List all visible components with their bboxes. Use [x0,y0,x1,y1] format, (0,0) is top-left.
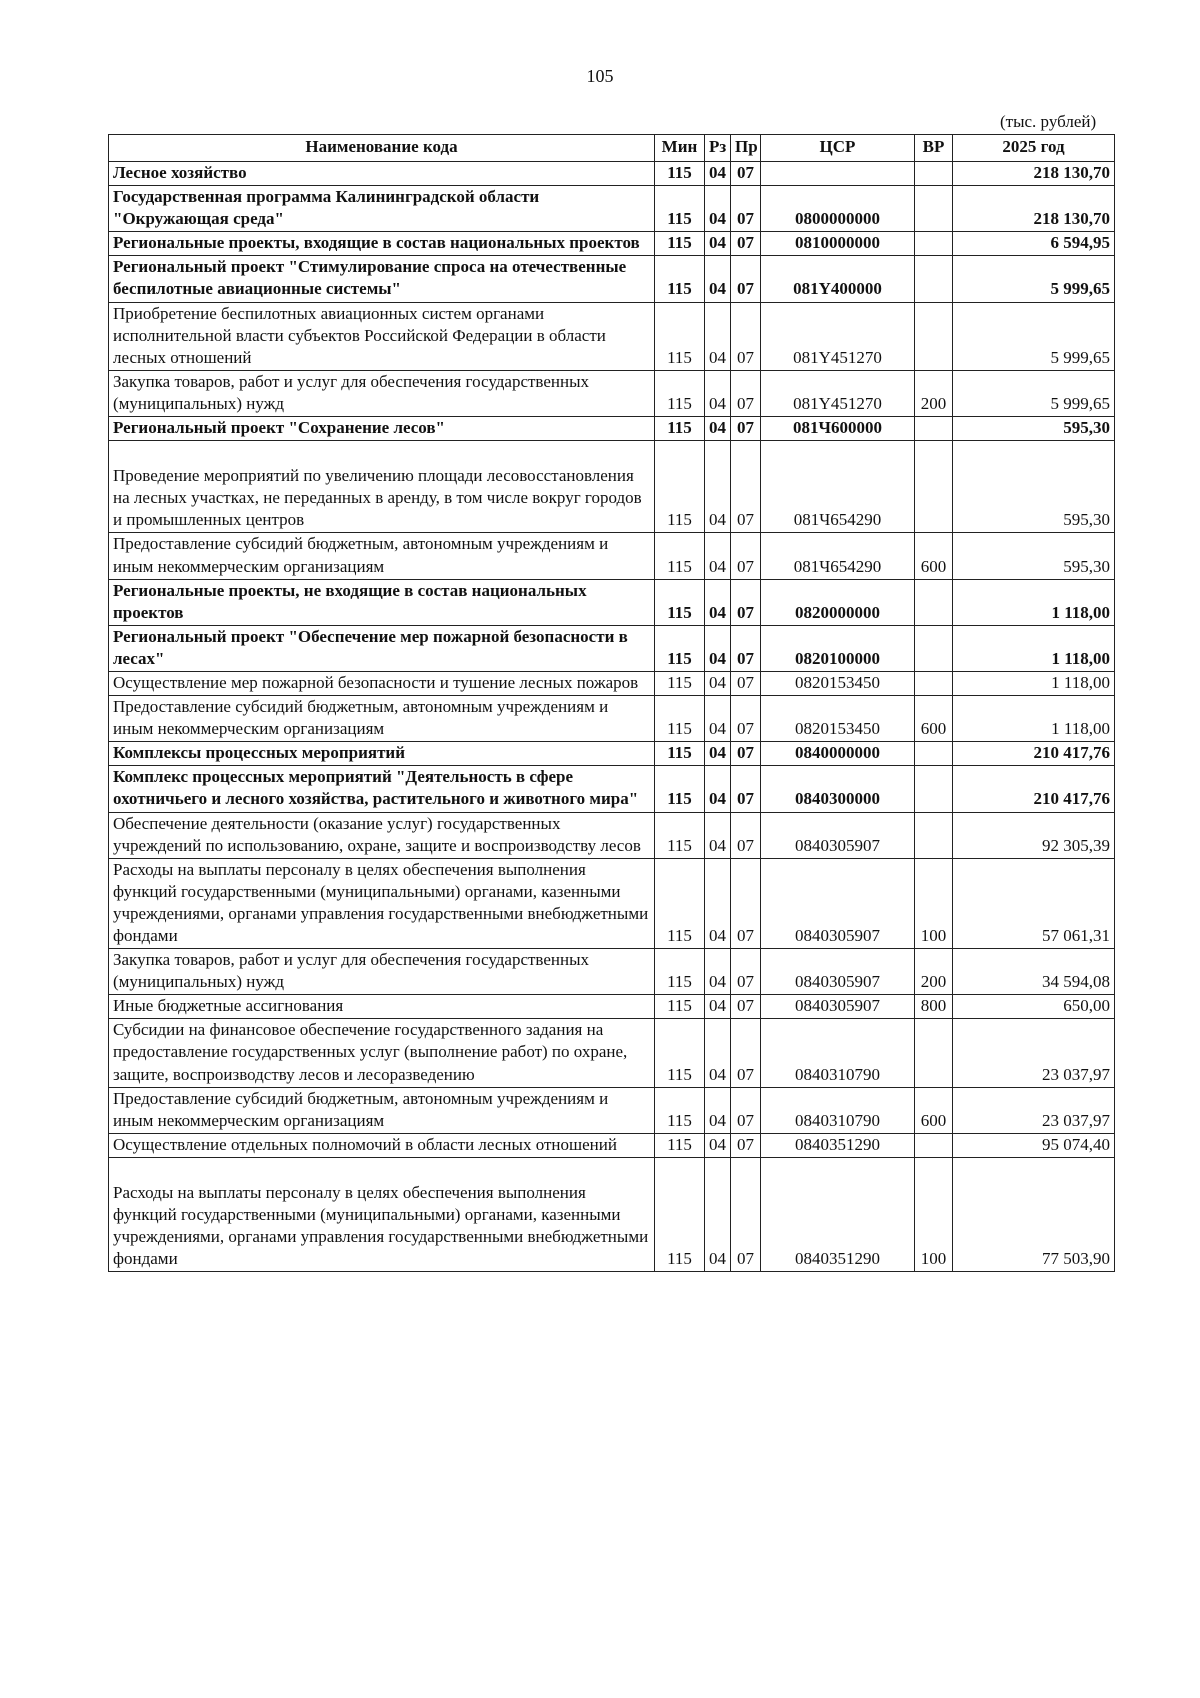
cell-csr: 081Y451270 [761,370,915,416]
cell-pr: 07 [731,441,761,533]
cell-rz: 04 [705,186,731,232]
cell-csr: 0840305907 [761,812,915,858]
cell-csr: 0820100000 [761,625,915,671]
cell-amount: 5 999,65 [953,370,1115,416]
cell-name: Лесное хозяйство [109,162,655,186]
cell-name: Обеспечение деятельности (оказание услуг) государственных учреждений по использованию, охране, защите и воспроизводству лесов [109,812,655,858]
cell-min: 115 [655,766,705,812]
cell-min: 115 [655,671,705,695]
table-row [109,949,1115,995]
cell-min: 115 [655,858,705,948]
cell-min: 115 [655,812,705,858]
cell-csr: 0840000000 [761,742,915,766]
cell-vr [915,302,953,370]
cell-name: Региональный проект "Сохранение лесов" [109,417,655,441]
cell-rz: 04 [705,696,731,742]
cell-csr: 0840300000 [761,766,915,812]
table-row [109,766,1115,812]
cell-rz: 04 [705,533,731,579]
header-csr: ЦСР [761,135,915,162]
cell-rz: 04 [705,441,731,533]
table-row [109,162,1115,186]
cell-name: Государственная программа Калининградской области "Окружающая среда" [109,186,655,232]
cell-name: Расходы на выплаты персоналу в целях обеспечения выполнения функций государственными (муниципальными) органами, казенными учреждениями, органами управления государственными внебюджетными фондами [109,858,655,948]
cell-min: 115 [655,742,705,766]
cell-amount: 595,30 [953,417,1115,441]
cell-rz: 04 [705,995,731,1019]
cell-csr: 0800000000 [761,186,915,232]
cell-rz: 04 [705,625,731,671]
page-number: 105 [586,66,614,86]
table-row [109,186,1115,232]
cell-rz: 04 [705,370,731,416]
cell-csr: 081Ч654290 [761,441,915,533]
cell-vr: 100 [915,1157,953,1271]
cell-rz: 04 [705,1157,731,1271]
cell-pr: 07 [731,417,761,441]
cell-vr: 600 [915,696,953,742]
cell-amount: 210 417,76 [953,742,1115,766]
cell-pr: 07 [731,671,761,695]
cell-min: 115 [655,417,705,441]
cell-csr: 0840305907 [761,858,915,948]
cell-amount: 34 594,08 [953,949,1115,995]
cell-min: 115 [655,370,705,416]
table-row [109,1019,1115,1087]
table-row [109,1133,1115,1157]
cell-rz: 04 [705,232,731,256]
cell-csr: 0840351290 [761,1157,915,1271]
cell-rz: 04 [705,579,731,625]
cell-min: 115 [655,579,705,625]
cell-pr: 07 [731,1157,761,1271]
cell-amount: 95 074,40 [953,1133,1115,1157]
table-row [109,1157,1115,1271]
cell-pr: 07 [731,256,761,302]
cell-name: Осуществление отдельных полномочий в области лесных отношений [109,1133,655,1157]
cell-amount: 595,30 [953,441,1115,533]
cell-pr: 07 [731,742,761,766]
cell-vr [915,1133,953,1157]
cell-amount: 218 130,70 [953,186,1115,232]
cell-rz: 04 [705,302,731,370]
cell-pr: 07 [731,696,761,742]
cell-vr: 800 [915,995,953,1019]
table-row [109,579,1115,625]
cell-csr: 081Y451270 [761,302,915,370]
cell-csr: 0840310790 [761,1087,915,1133]
table-row [109,858,1115,948]
cell-vr [915,812,953,858]
cell-csr: 081Ч654290 [761,533,915,579]
table-row [109,232,1115,256]
cell-name: Региональный проект "Стимулирование спроса на отечественные беспилотные авиационные системы" [109,256,655,302]
cell-pr: 07 [731,625,761,671]
cell-pr: 07 [731,995,761,1019]
cell-csr: 0820153450 [761,696,915,742]
cell-pr: 07 [731,949,761,995]
cell-rz: 04 [705,417,731,441]
cell-pr: 07 [731,162,761,186]
cell-rz: 04 [705,1133,731,1157]
cell-amount: 650,00 [953,995,1115,1019]
cell-name: Предоставление субсидий бюджетным, автономным учреждениям и иным некоммерческим организациям [109,1087,655,1133]
cell-vr [915,162,953,186]
cell-vr [915,766,953,812]
cell-amount: 23 037,97 [953,1019,1115,1087]
cell-amount: 210 417,76 [953,766,1115,812]
cell-rz: 04 [705,949,731,995]
cell-pr: 07 [731,533,761,579]
cell-pr: 07 [731,370,761,416]
cell-pr: 07 [731,1133,761,1157]
cell-pr: 07 [731,186,761,232]
cell-name: Региональный проект "Обеспечение мер пожарной безопасности в лесах" [109,625,655,671]
cell-csr: 0840305907 [761,995,915,1019]
cell-min: 115 [655,302,705,370]
cell-name: Осуществление мер пожарной безопасности и тушение лесных пожаров [109,671,655,695]
table-row [109,671,1115,695]
cell-rz: 04 [705,858,731,948]
cell-min: 115 [655,949,705,995]
table-row [109,441,1115,533]
header-rz: Рз [705,135,731,162]
cell-min: 115 [655,186,705,232]
cell-rz: 04 [705,671,731,695]
cell-amount: 1 118,00 [953,696,1115,742]
cell-csr: 0810000000 [761,232,915,256]
table-header-row [109,135,1115,162]
cell-amount: 5 999,65 [953,256,1115,302]
cell-amount: 5 999,65 [953,302,1115,370]
cell-min: 115 [655,232,705,256]
cell-pr: 07 [731,1087,761,1133]
cell-amount: 1 118,00 [953,671,1115,695]
cell-pr: 07 [731,858,761,948]
cell-min: 115 [655,995,705,1019]
cell-min: 115 [655,1087,705,1133]
cell-vr [915,579,953,625]
cell-min: 115 [655,256,705,302]
cell-amount: 1 118,00 [953,625,1115,671]
cell-rz: 04 [705,766,731,812]
cell-name: Комплексы процессных мероприятий [109,742,655,766]
cell-csr: 0820000000 [761,579,915,625]
table-row [109,417,1115,441]
cell-amount: 23 037,97 [953,1087,1115,1133]
table-row [109,812,1115,858]
cell-name: Предоставление субсидий бюджетным, автономным учреждениям и иным некоммерческим организациям [109,533,655,579]
cell-amount: 595,30 [953,533,1115,579]
cell-csr: 081Y400000 [761,256,915,302]
cell-csr: 081Ч600000 [761,417,915,441]
cell-amount: 6 594,95 [953,232,1115,256]
cell-pr: 07 [731,1019,761,1087]
cell-vr [915,417,953,441]
cell-min: 115 [655,1133,705,1157]
cell-min: 115 [655,696,705,742]
cell-name: Закупка товаров, работ и услуг для обеспечения государственных (муниципальных) нужд [109,370,655,416]
cell-min: 115 [655,533,705,579]
cell-csr: 0840305907 [761,949,915,995]
cell-csr: 0840310790 [761,1019,915,1087]
budget-table [108,134,1115,1272]
cell-vr [915,441,953,533]
cell-name: Расходы на выплаты персоналу в целях обеспечения выполнения функций государственными (муниципальными) органами, казенными учреждениями, органами управления государственными внебюджетными фондами [109,1157,655,1271]
cell-name: Закупка товаров, работ и услуг для обеспечения государственных (муниципальных) нужд [109,949,655,995]
cell-name: Предоставление субсидий бюджетным, автономным учреждениям и иным некоммерческим организациям [109,696,655,742]
header-vr: ВР [915,135,953,162]
cell-vr [915,742,953,766]
cell-vr: 600 [915,1087,953,1133]
cell-rz: 04 [705,162,731,186]
cell-csr: 0820153450 [761,671,915,695]
table-row [109,370,1115,416]
cell-vr [915,1019,953,1087]
cell-min: 115 [655,162,705,186]
table-row [109,302,1115,370]
cell-min: 115 [655,441,705,533]
header-min: Мин [655,135,705,162]
table-row [109,1087,1115,1133]
table-row [109,696,1115,742]
cell-pr: 07 [731,812,761,858]
cell-name: Региональные проекты, не входящие в состав национальных проектов [109,579,655,625]
cell-rz: 04 [705,1019,731,1087]
cell-amount: 218 130,70 [953,162,1115,186]
header-amount: 2025 год [953,135,1115,162]
cell-vr [915,671,953,695]
cell-min: 115 [655,625,705,671]
units-label: (тыс. рублей) [1000,112,1097,131]
cell-min: 115 [655,1019,705,1087]
cell-pr: 07 [731,579,761,625]
cell-vr: 200 [915,370,953,416]
cell-csr [761,162,915,186]
cell-name: Региональные проекты, входящие в состав национальных проектов [109,232,655,256]
table-row [109,533,1115,579]
cell-name: Иные бюджетные ассигнования [109,995,655,1019]
table-row [109,995,1115,1019]
cell-vr [915,625,953,671]
cell-amount: 57 061,31 [953,858,1115,948]
cell-vr [915,256,953,302]
cell-pr: 07 [731,302,761,370]
cell-min: 115 [655,1157,705,1271]
cell-name: Проведение мероприятий по увеличению площади лесовосстановления на лесных участках, не переданных в аренду, в том числе вокруг городов и промышленных центров [109,441,655,533]
cell-amount: 1 118,00 [953,579,1115,625]
header-name: Наименование кода [109,135,655,162]
cell-name: Комплекс процессных мероприятий "Деятельность в сфере охотничьего и лесного хозяйства, растительного и животного мира" [109,766,655,812]
cell-name: Приобретение беспилотных авиационных систем органами исполнительной власти субъектов Российской Федерации в области лесных отношений [109,302,655,370]
table-row [109,742,1115,766]
cell-csr: 0840351290 [761,1133,915,1157]
cell-amount: 92 305,39 [953,812,1115,858]
cell-vr: 600 [915,533,953,579]
cell-amount: 77 503,90 [953,1157,1115,1271]
cell-vr: 200 [915,949,953,995]
cell-vr [915,232,953,256]
cell-rz: 04 [705,742,731,766]
cell-vr [915,186,953,232]
table-row [109,625,1115,671]
cell-pr: 07 [731,232,761,256]
cell-rz: 04 [705,256,731,302]
header-pr: Пр [731,135,761,162]
table-body [109,162,1115,1272]
cell-rz: 04 [705,812,731,858]
cell-vr: 100 [915,858,953,948]
table-row [109,256,1115,302]
cell-pr: 07 [731,766,761,812]
cell-rz: 04 [705,1087,731,1133]
cell-name: Субсидии на финансовое обеспечение государственного задания на предоставление государственных услуг (выполнение работ) по охране, защите, воспроизводству лесов и лесоразведению [109,1019,655,1087]
